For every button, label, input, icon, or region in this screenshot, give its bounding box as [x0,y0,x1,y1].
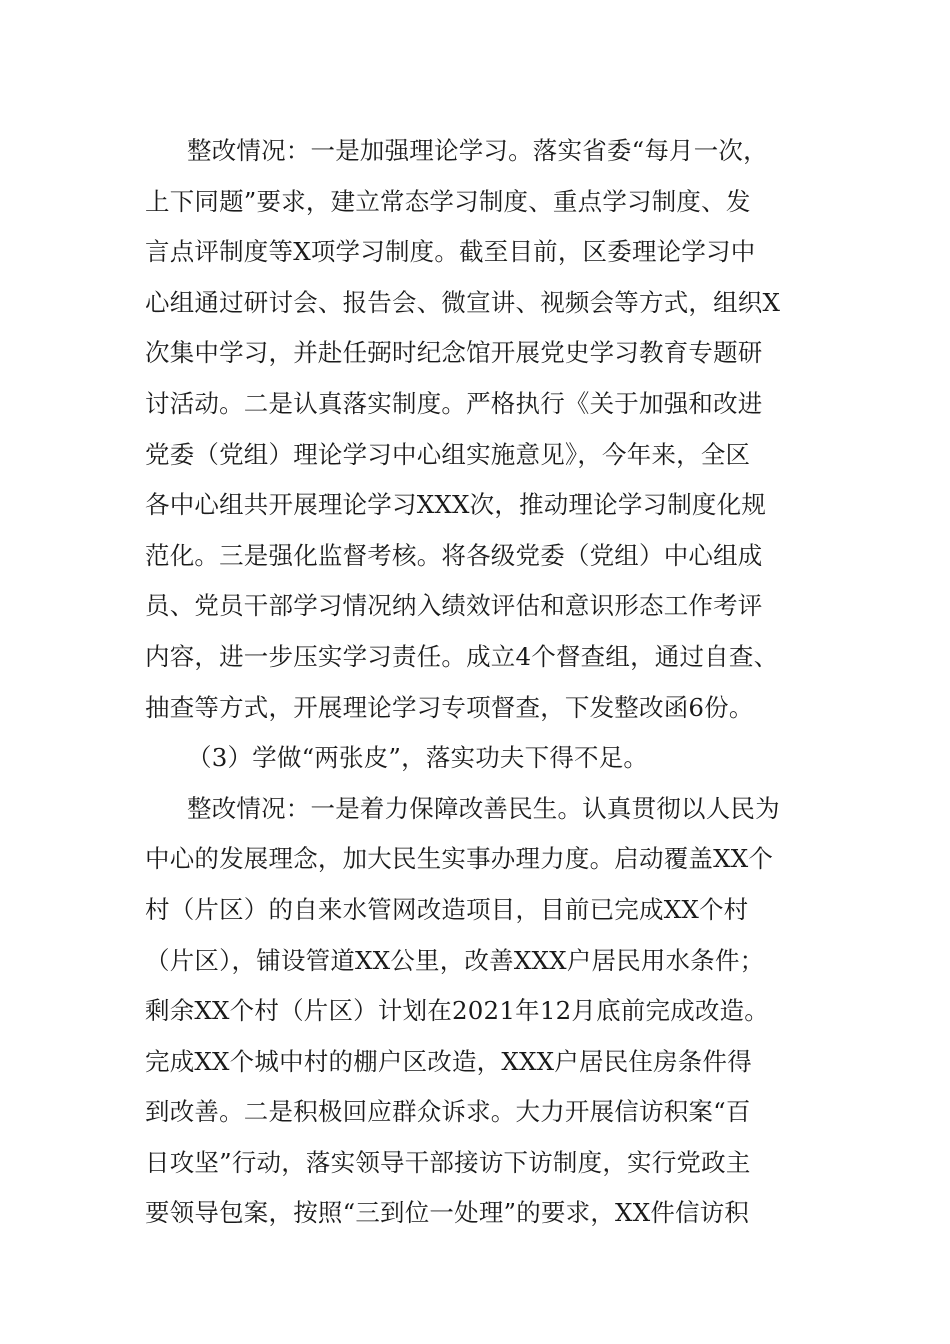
section-heading: （3）学做“两张皮”，落实功夫下得不足。 [187,743,649,773]
paragraph-line: 到改善。二是积极回应群众诉求。大力开展信访积案“百 [145,1097,751,1127]
paragraph-line: 内容，进一步压实学习责任。成立4个督查组，通过自查、 [145,641,779,671]
paragraph-line: 日攻坚”行动，落实领导干部接访下访制度，实行党政主 [145,1147,751,1177]
paragraph-line: 言点评制度等X项学习制度。截至目前，区委理论学习中 [145,237,756,267]
paragraph-line: （片区），铺设管道XX公里，改善XXX户居民用水条件； [145,945,765,975]
paragraph-line: 完成XX个城中村的棚户区改造，XXX户居民住房条件得 [145,1046,752,1076]
paragraph-line: 各中心组共开展理论学习XXX次，推动理论学习制度化规 [145,490,767,520]
paragraph-line: 要领导包案，按照“三到位一处理”的要求，XX件信访积 [145,1198,750,1228]
paragraph-line: 整改情况：一是着力保障改善民生。认真贯彻以人民为 [187,793,780,823]
paragraph-line: 上下同题”要求，建立常态学习制度、重点学习制度、发 [145,186,751,216]
paragraph-line: 讨活动。二是认真落实制度。严格执行《关于加强和改进 [145,388,763,418]
paragraph-line: 整改情况：一是加强理论学习。落实省委“每月一次， [187,136,768,165]
paragraph-line: 剩余XX个村（片区）计划在2021年12月底前完成改造。 [145,996,770,1026]
paragraph-line: 员、党员干部学习情况纳入绩效评估和意识形态工作考评 [145,591,763,621]
document-body [145,126,835,1239]
paragraph-line: 村（片区）的自来水管网改造项目，目前已完成XX个村 [145,894,749,924]
paragraph-line: 党委（党组）理论学习中心组实施意见》，今年来，全区 [145,439,751,469]
paragraph-line: 次集中学习，并赴任弼时纪念馆开展党史学习教育专题研 [145,338,763,368]
paragraph-line: 心组通过研讨会、报告会、微宣讲、视频会等方式，组织X [145,287,781,317]
paragraph-line: 范化。三是强化监督考核。将各级党委（党组）中心组成 [145,540,763,570]
paragraph-line: 抽查等方式，开展理论学习专项督查，下发整改函6份。 [145,692,754,722]
paragraph-line: 中心的发展理念，加大民生实事办理力度。启动覆盖XX个 [145,844,774,874]
